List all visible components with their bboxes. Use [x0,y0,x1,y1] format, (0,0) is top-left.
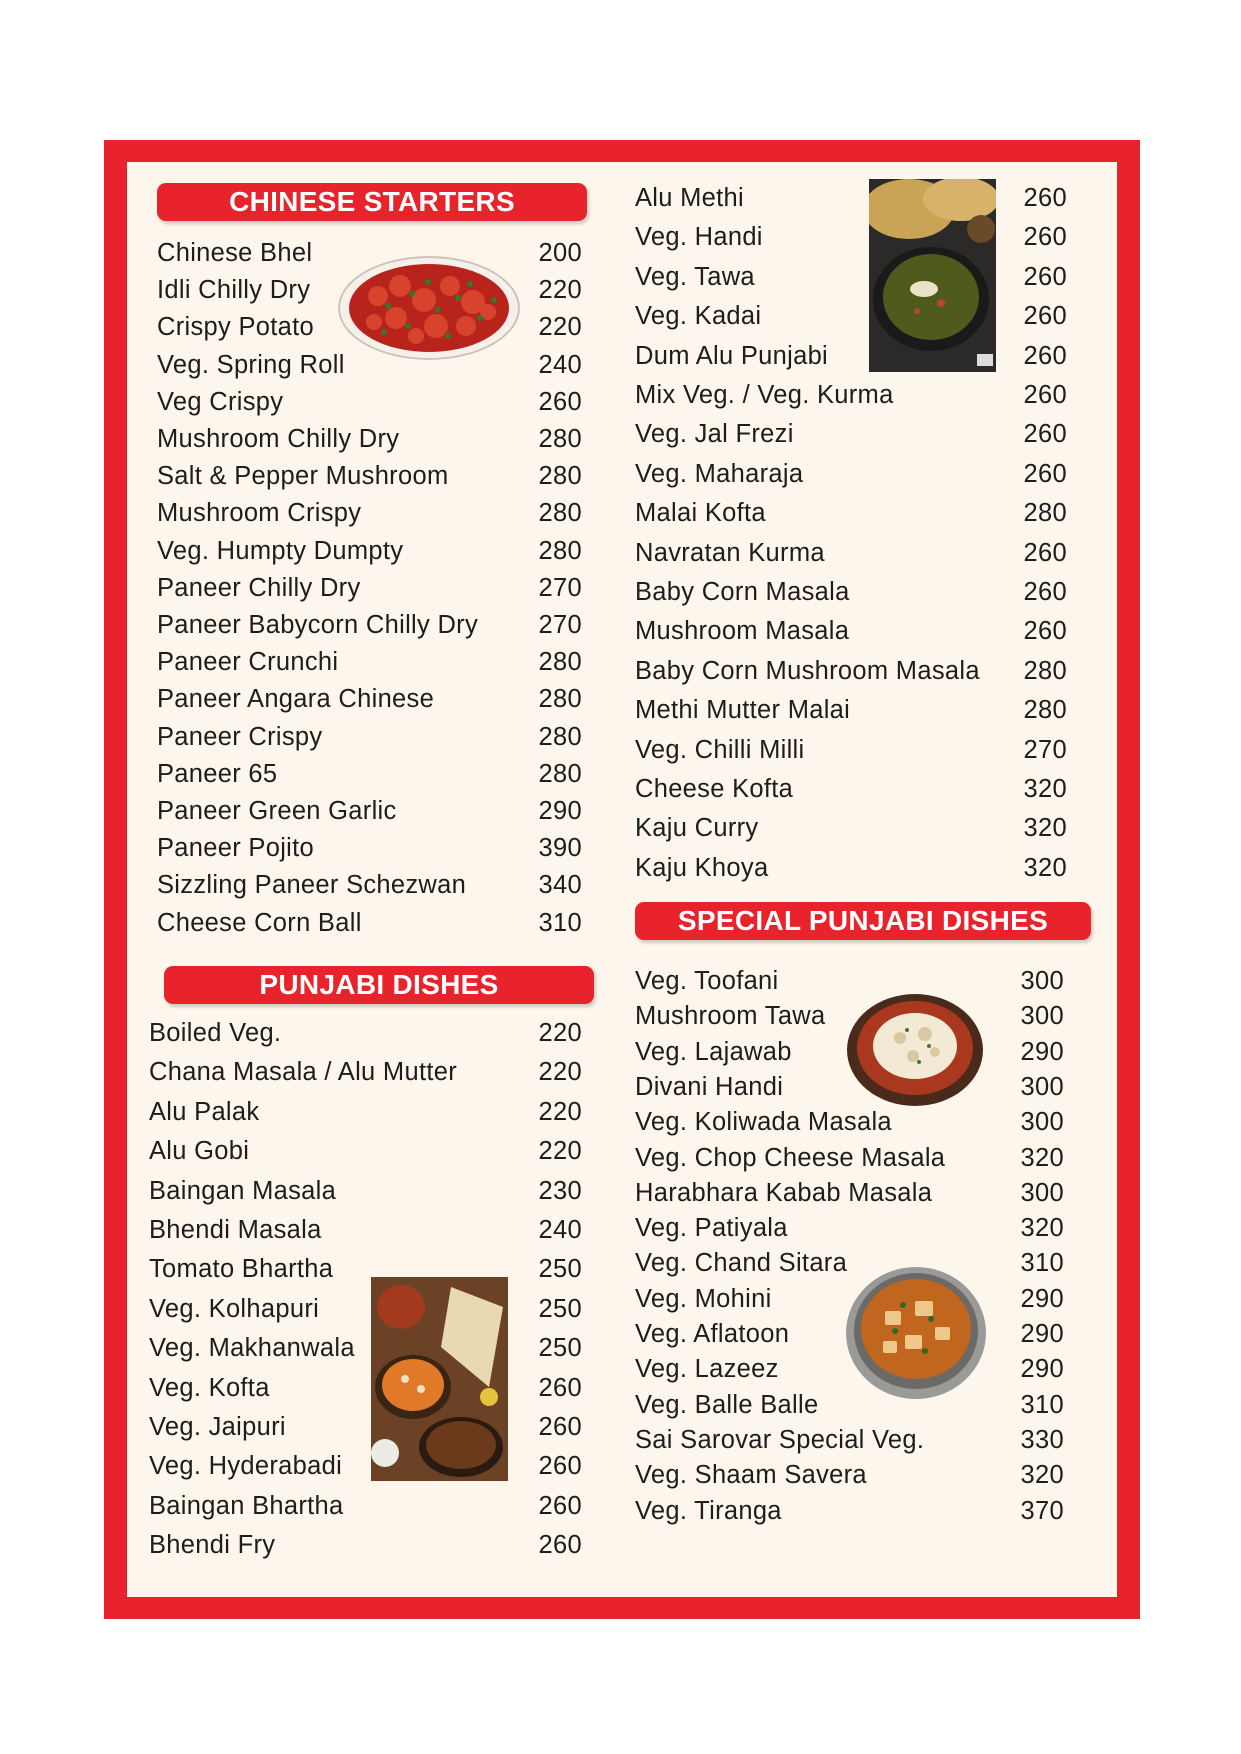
menu-item-row [157,495,582,531]
menu-item-price: 290 [538,797,582,825]
menu-item-row [635,456,1067,492]
menu-item-price: 250 [538,1294,582,1323]
menu-item-row [149,1448,582,1484]
menu-item-name: Veg. Jaipuri [149,1413,286,1441]
menu-item-name: Veg. Chilli Milli [635,735,805,764]
menu-item-name: Veg. Balle Balle [635,1390,819,1419]
menu-item-name: Kaju Curry [635,814,759,843]
menu-item-name: Sizzling Paneer Schezwan [157,871,467,900]
menu-item-name: Bhendi Masala [149,1216,322,1244]
menu-item-price: 260 [538,1413,582,1441]
menu-item-name: Paneer Pojito [157,834,314,863]
menu-item-row [635,732,1067,768]
menu-item-price: 220 [538,1137,582,1166]
menu-item-name: Veg. Lazeez [635,1355,779,1384]
menu-item-price: 370 [1020,1496,1064,1525]
menu-item-row [157,384,582,420]
menu-item-row [635,416,1067,452]
menu-item-price: 320 [1020,1143,1064,1172]
menu-item-price: 290 [1020,1355,1064,1384]
menu-item-price: 280 [538,462,582,491]
menu-item-row [635,1493,1064,1529]
menu-item-name: Chana Masala / Alu Mutter [149,1058,457,1087]
menu-item-price: 300 [1020,967,1064,995]
menu-item-row [635,574,1067,610]
menu-item-price: 260 [1023,381,1067,409]
menu-item-name: Boiled Veg. [149,1019,282,1047]
menu-item-name: Veg Crispy [157,387,284,416]
menu-item-row [635,338,1067,374]
menu-item-price: 240 [538,1216,582,1244]
menu-item-name: Veg. Chand Sitara [635,1249,848,1278]
menu-item-row [149,1015,582,1051]
menu-item-price: 280 [538,759,582,788]
menu-item-name: Veg. Tawa [635,262,755,291]
menu-item-price: 320 [1020,1461,1064,1490]
menu-item-name: Mushroom Masala [635,617,850,646]
menu-item-row [149,1330,582,1366]
menu-item-price: 260 [1023,459,1067,488]
menu-item-price: 270 [1023,735,1067,764]
menu-item-name: Veg. Toofani [635,967,779,995]
menu-item-price: 260 [1023,538,1067,567]
menu-item-row [635,535,1067,571]
menu-item-row [157,867,582,903]
menu-item-price: 280 [538,685,582,714]
menu-item-price: 260 [1023,578,1067,606]
menu-item-row [149,1527,582,1563]
menu-item-price: 260 [1023,302,1067,331]
menu-item-row [157,719,582,755]
menu-item-row [635,850,1067,886]
menu-item-name: Veg. Koliwada Masala [635,1108,892,1137]
menu-item-row [635,219,1067,255]
menu-item-row [149,1212,582,1248]
menu-item-price: 230 [538,1176,582,1205]
menu-item-name: Sai Sarovar Special Veg. [635,1425,925,1454]
menu-item-row [157,756,582,792]
menu-item-name: Bhendi Fry [149,1531,276,1560]
menu-item-price: 250 [538,1334,582,1363]
menu-item-name: Veg. Humpty Dumpty [157,536,404,565]
menu-item-name: Baingan Bhartha [149,1491,344,1520]
menu-item-price: 220 [538,313,582,342]
menu-item-name: Baingan Masala [149,1176,337,1205]
menu-item-price: 220 [538,1058,582,1087]
menu-item-price: 300 [1020,1002,1064,1031]
menu-item-name: Mushroom Crispy [157,499,362,528]
menu-item-row [149,1133,582,1169]
menu-item-name: Mix Veg. / Veg. Kurma [635,381,894,409]
menu-item-name: Kaju Khoya [635,853,769,882]
menu-item-row [635,1422,1064,1458]
curry-spread-photo [371,1277,508,1481]
menu-item-price: 200 [538,239,582,267]
menu-item-name: Methi Mutter Malai [635,696,851,725]
menu-item-name: Paneer Crispy [157,722,323,751]
menu-item-row [157,830,582,866]
menu-item-row [635,180,1067,216]
menu-item-name: Veg. Patiyala [635,1214,788,1243]
menu-item-row [149,1488,582,1524]
menu-item-name: Paneer 65 [157,759,278,788]
menu-item-price: 250 [538,1255,582,1284]
menu-item-row [635,1175,1064,1211]
menu-item-price: 280 [1023,696,1067,725]
menu-item-price: 310 [1020,1390,1064,1419]
menu-item-price: 300 [1020,1072,1064,1101]
menu-item-name: Veg. Kolhapuri [149,1294,320,1323]
menu-item-price: 260 [538,1373,582,1402]
menu-item-row [635,1140,1064,1176]
menu-item-price: 260 [538,1452,582,1481]
menu-item-price: 280 [538,499,582,528]
menu-item-name: Cheese Kofta [635,775,794,803]
menu-item-price: 260 [1023,617,1067,646]
menu-item-price: 290 [1020,1320,1064,1348]
menu-item-price: 310 [1020,1249,1064,1278]
menu-item-name: Mushroom Tawa [635,1002,826,1031]
menu-item-price: 220 [538,1097,582,1126]
menu-item-price: 270 [538,573,582,602]
menu-item-price: 260 [1023,223,1067,252]
menu-item-price: 310 [538,908,582,937]
menu-item-row [635,771,1067,807]
punjabi-dishes-heading: PUNJABI DISHES [164,966,594,1004]
menu-item-name: Veg. Aflatoon [635,1320,790,1348]
menu-item-name: Veg. Makhanwala [149,1334,355,1363]
menu-item-row [157,458,582,494]
menu-item-price: 280 [1023,499,1067,528]
menu-item-name: Chinese Bhel [157,239,313,267]
menu-item-row [157,347,582,383]
menu-item-row [149,1291,582,1327]
menu-item-name: Salt & Pepper Mushroom [157,462,449,491]
menu-item-name: Tomato Bhartha [149,1255,334,1284]
menu-item-name: Veg. Hyderabadi [149,1452,343,1481]
menu-item-price: 320 [1023,853,1067,882]
special-punjabi-heading: SPECIAL PUNJABI DISHES [635,902,1091,940]
kadai-curry-photo [845,1261,987,1403]
menu-item-name: Paneer Angara Chinese [157,685,435,714]
menu-item-row [149,1173,582,1209]
menu-item-price: 280 [1023,656,1067,685]
menu-item-row [157,644,582,680]
menu-item-row [635,613,1067,649]
menu-item-name: Veg. Kofta [149,1373,270,1402]
menu-item-row [635,298,1067,334]
menu-item-price: 330 [1020,1425,1064,1454]
menu-item-price: 300 [1020,1108,1064,1137]
menu-item-row [157,905,582,941]
menu-item-row [157,421,582,457]
menu-item-row [157,681,582,717]
menu-item-row [149,1094,582,1130]
menu-item-price: 280 [538,722,582,751]
menu-item-price: 260 [1023,341,1067,370]
menu-item-name: Veg. Shaam Savera [635,1461,867,1490]
menu-item-name: Paneer Babycorn Chilly Dry [157,611,479,639]
menu-item-price: 390 [538,834,582,863]
menu-item-name: Veg. Chop Cheese Masala [635,1143,946,1172]
menu-item-name: Dum Alu Punjabi [635,341,829,370]
menu-item-row [635,810,1067,846]
menu-item-price: 260 [1023,184,1067,212]
menu-item-name: Mushroom Chilly Dry [157,425,400,453]
menu-item-price: 320 [1023,814,1067,843]
menu-item-name: Baby Corn Masala [635,578,850,606]
menu-item-name: Navratan Kurma [635,538,825,567]
menu-item-name: Veg. Maharaja [635,459,804,488]
menu-item-name: Paneer Green Garlic [157,797,397,825]
menu-item-name: Alu Gobi [149,1137,250,1166]
menu-item-row [635,653,1067,689]
menu-item-name: Alu Palak [149,1097,260,1126]
menu-item-price: 320 [1023,775,1067,803]
menu-item-name: Veg. Jal Frezi [635,420,794,449]
menu-item-row [149,1370,582,1406]
menu-item-row [157,607,582,643]
menu-item-row [635,1104,1064,1140]
menu-item-price: 240 [538,350,582,379]
menu-item-row [157,793,582,829]
menu-item-row [635,495,1067,531]
menu-item-name: Paneer Chilly Dry [157,573,361,602]
menu-item-price: 290 [1020,1284,1064,1313]
menu-item-row [157,570,582,606]
menu-item-row [149,1054,582,1090]
palak-dish-photo [869,179,996,372]
menu-item-price: 300 [1020,1178,1064,1207]
menu-item-row [635,1210,1064,1246]
menu-item-name: Alu Methi [635,184,744,212]
menu-item-price: 340 [538,871,582,900]
menu-item-price: 290 [1020,1037,1064,1066]
menu-item-price: 260 [1023,420,1067,449]
menu-item-price: 280 [538,536,582,565]
menu-item-name: Veg. Lajawab [635,1037,792,1066]
menu-item-name: Malai Kofta [635,499,766,528]
menu-item-row [157,235,582,271]
paneer-handi-photo [845,990,985,1108]
chilli-dish-photo [338,256,520,360]
menu-item-price: 260 [1023,262,1067,291]
menu-item-price: 220 [538,1019,582,1047]
menu-item-row [635,692,1067,728]
menu-item-name: Veg. Mohini [635,1284,772,1313]
menu-item-name: Cheese Corn Ball [157,908,362,937]
menu-item-name: Veg. Spring Roll [157,350,345,379]
menu-item-row [149,1251,582,1287]
chinese-starters-heading: CHINESE STARTERS [157,183,587,221]
menu-item-name: Idli Chilly Dry [157,276,311,305]
menu-item-price: 320 [1020,1214,1064,1243]
menu-item-name: Veg. Kadai [635,302,762,331]
menu-item-price: 280 [538,648,582,677]
menu-item-price: 260 [538,1491,582,1520]
menu-item-price: 270 [538,611,582,639]
menu-item-name: Harabhara Kabab Masala [635,1178,933,1207]
menu-item-row [635,377,1067,413]
menu-item-price: 260 [538,1531,582,1560]
menu-item-name: Veg. Handi [635,223,763,252]
menu-item-name: Divani Handi [635,1072,784,1101]
menu-item-row [635,259,1067,295]
menu-item-row [149,1409,582,1445]
menu-item-price: 220 [538,276,582,305]
menu-item-price: 280 [538,425,582,453]
menu-item-name: Veg. Tiranga [635,1496,782,1525]
menu-item-price: 260 [538,387,582,416]
menu-item-name: Paneer Crunchi [157,648,339,677]
menu-item-name: Baby Corn Mushroom Masala [635,656,980,685]
menu-item-row [635,1457,1064,1493]
menu-item-name: Crispy Potato [157,313,314,342]
menu-item-row [157,533,582,569]
